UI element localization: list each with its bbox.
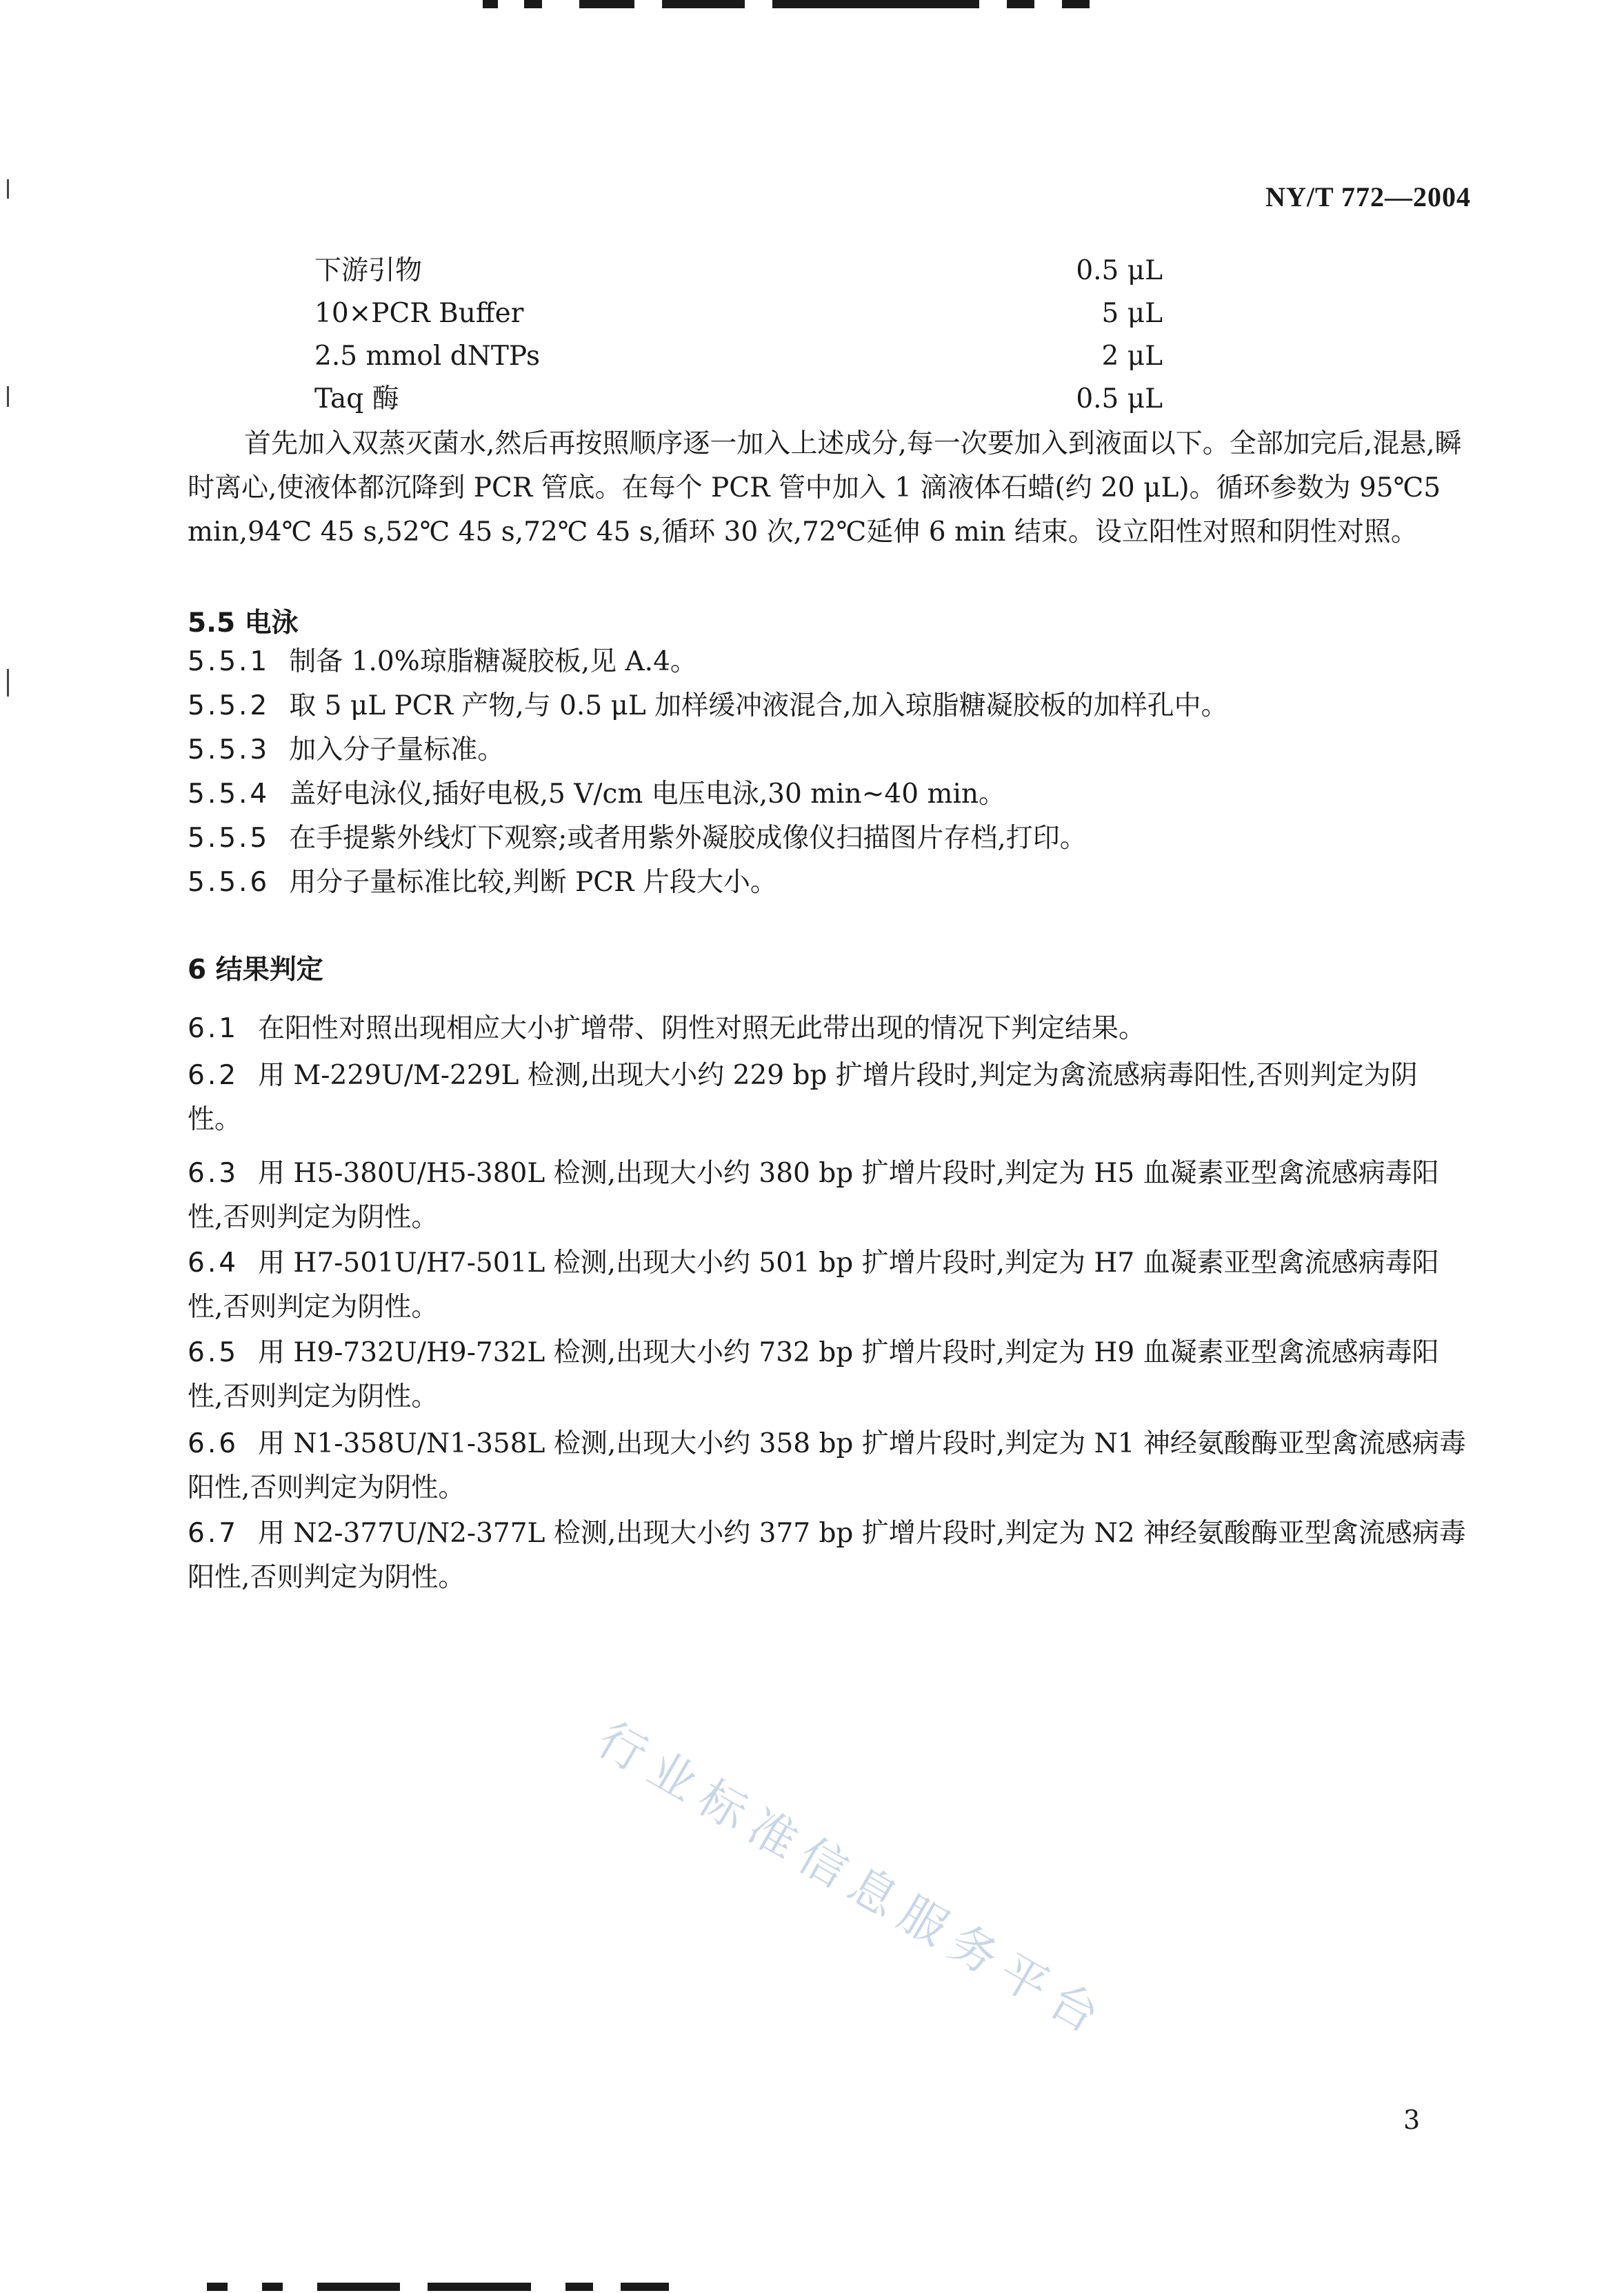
list-item [188, 1054, 1469, 1142]
section-5-5-heading: 5.5 电泳 [188, 608, 299, 639]
reagent-volume: 0.5 μL [1076, 383, 1163, 414]
item-number: 6.3 [188, 1158, 239, 1189]
item-number: 5.5.4 [188, 779, 270, 810]
intro-paragraph-block [188, 422, 1469, 554]
list-item [188, 1007, 1469, 1051]
reagent-row [314, 335, 1163, 378]
item-text: 用 M-229U/M-229L 检测,出现大小约 229 bp 扩增片段时,判定为禽流感病毒阳性,否则判定为阴性。 [188, 1060, 1418, 1135]
item-number: 6.2 [188, 1060, 239, 1091]
list-item [188, 684, 1469, 728]
reagent-list [314, 250, 1163, 421]
reagent-volume: 2 μL [1101, 341, 1163, 372]
scan-bottom-marks [207, 2279, 690, 2293]
intro-paragraph: 首先加入双蒸灭菌水,然后再按照顺序逐一加入上述成分,每一次要加入到液面以下。全部加完后,混悬,瞬时离心,使液体都沉降到 PCR 管底。在每个 PCR 管中加入 1 滴液体石蜡(约 20 μL)。循环参数为 95℃5 min,94℃ 45 s,52℃ 45 s,72℃ 45 s,循环 30 次,72℃延伸 6 min 结束。设立阳性对照和阴性对照。 [188, 428, 1462, 548]
item-text: 用 H7-501U/H7-501L 检测,出现大小约 501 bp 扩增片段时,判定为 H7 血凝素亚型禽流感病毒阳性,否则判定为阴性。 [188, 1248, 1439, 1323]
item-text: 用分子量标准比较,判断 PCR 片段大小。 [289, 867, 777, 898]
item-text: 在手提紫外线灯下观察;或者用紫外凝胶成像仪扫描图片存档,打印。 [289, 823, 1087, 854]
item-text: 盖好电泳仪,插好电极,5 V/cm 电压电泳,30 min~40 min。 [289, 779, 1006, 810]
item-text: 在阳性对照出现相应大小扩增带、阴性对照无此带出现的情况下判定结果。 [258, 1013, 1146, 1044]
item-number: 5.5.5 [188, 823, 270, 854]
item-text: 加入分子量标准。 [289, 734, 505, 765]
item-text: 用 H9-732U/H9-732L 检测,出现大小约 732 bp 扩增片段时,判定为 H9 血凝素亚型禽流感病毒阳性,否则判定为阴性。 [188, 1337, 1439, 1412]
section-6-heading: 6 结果判定 [188, 954, 323, 985]
reagent-name: Taq 酶 [314, 383, 399, 414]
item-number: 6.6 [188, 1428, 239, 1459]
item-text: 用 N2-377U/N2-377L 检测,出现大小约 377 bp 扩增片段时,判定为 N2 神经氨酸酶亚型禽流感病毒阳性,否则判定为阴性。 [188, 1518, 1466, 1593]
reagent-volume: 5 μL [1101, 298, 1163, 329]
list-item [188, 772, 1469, 817]
reagent-name: 下游引物 [314, 255, 423, 286]
item-number: 5.5.6 [188, 867, 270, 898]
standard-code-header: NY/T 772—2004 [1265, 181, 1471, 212]
reagent-row [314, 292, 1163, 335]
item-number: 5.5.1 [188, 646, 270, 677]
watermark: 行业标准信息服务平台 [588, 1712, 1117, 2050]
item-number: 6.1 [188, 1013, 239, 1044]
reagent-name: 2.5 mmol dNTPs [314, 341, 541, 372]
page-number: 3 [1403, 2105, 1421, 2135]
item-number: 5.5.3 [188, 734, 270, 765]
list-item [188, 1241, 1469, 1330]
reagent-volume: 0.5 μL [1076, 255, 1163, 286]
list-item [188, 640, 1469, 684]
list-item [188, 861, 1469, 905]
list-item [188, 1422, 1469, 1510]
list-item [188, 728, 1469, 772]
item-text: 取 5 μL PCR 产物,与 0.5 μL 加样缓冲液混合,加入琼脂糖凝胶板的加样孔中。 [289, 690, 1228, 721]
item-text: 制备 1.0%琼脂糖凝胶板,见 A.4。 [289, 646, 697, 677]
item-number: 6.5 [188, 1337, 239, 1368]
reagent-row [314, 250, 1163, 292]
item-text: 用 H5-380U/H5-380L 检测,出现大小约 380 bp 扩增片段时,判定为 H5 血凝素亚型禽流感病毒阳性,否则判定为阴性。 [188, 1158, 1439, 1233]
item-number: 6.4 [188, 1248, 239, 1279]
list-item [188, 1512, 1469, 1600]
item-number: 5.5.2 [188, 690, 270, 721]
reagent-row [314, 378, 1163, 421]
item-text: 用 N1-358U/N1-358L 检测,出现大小约 358 bp 扩增片段时,判定为 N1 神经氨酸酶亚型禽流感病毒阳性,否则判定为阴性。 [188, 1428, 1466, 1503]
item-number: 6.7 [188, 1518, 239, 1549]
list-item [188, 1331, 1469, 1419]
list-item [188, 817, 1469, 861]
scan-top-marks [483, 0, 1207, 10]
reagent-name: 10×PCR Buffer [314, 298, 524, 329]
list-item [188, 1152, 1469, 1240]
